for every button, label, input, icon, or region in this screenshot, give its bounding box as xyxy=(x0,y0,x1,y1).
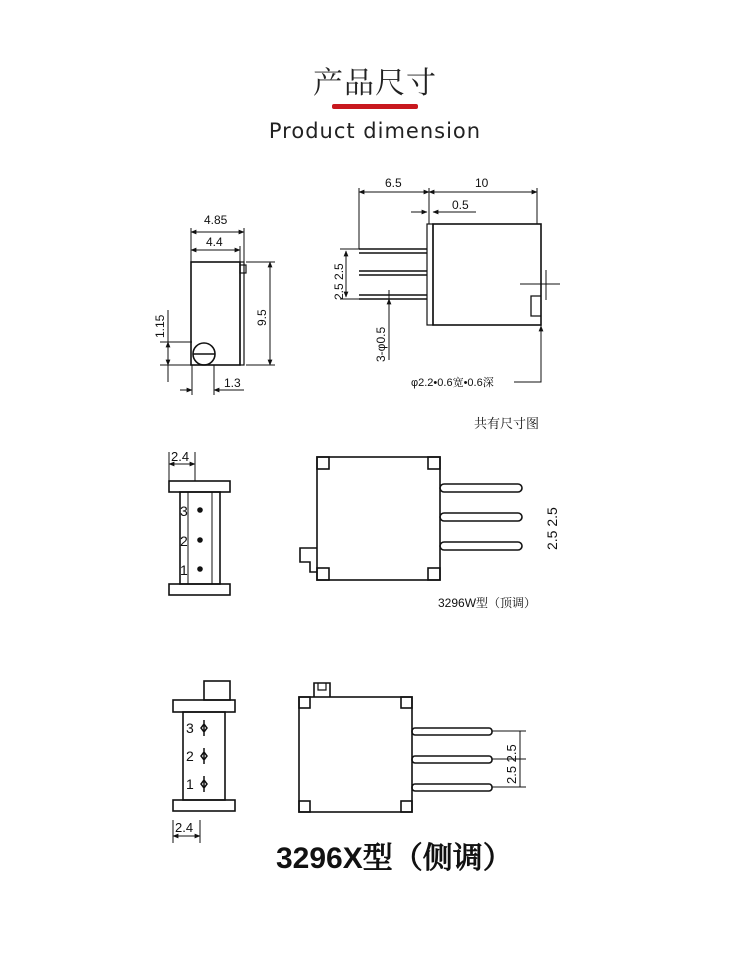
dim-width-outer: 4.85 xyxy=(204,213,228,227)
w-caption: 3296W型（顶调） xyxy=(438,596,537,610)
w-pin-1: 1 xyxy=(180,562,188,578)
x-pin-1: 1 xyxy=(186,776,194,792)
dim-body-length: 10 xyxy=(475,176,489,190)
w-pitch: 2.5 2.5 xyxy=(544,507,560,550)
dim-slot: φ2.2•0.6宽•0.6深 xyxy=(411,377,494,389)
x-pin-3: 3 xyxy=(186,720,194,736)
common-caption: 共有尺寸图 xyxy=(474,416,540,431)
dim-tab: 0.5 xyxy=(452,198,469,212)
x-type-side-view xyxy=(299,683,526,812)
page-title-en: Product dimension xyxy=(268,119,482,143)
page-title-cn: 产品尺寸 xyxy=(313,66,437,101)
x-pin-2: 2 xyxy=(186,748,194,764)
dim-width-inner: 4.4 xyxy=(206,235,223,249)
w-front-dim: 2.4 xyxy=(171,449,190,464)
dim-pin-offset: 6.5 xyxy=(385,176,402,190)
dim-pins: 3-φ0.5 xyxy=(374,326,388,362)
dim-height: 9.5 xyxy=(255,309,269,326)
x-pitch: 2.5 2.5 xyxy=(504,744,519,784)
w-type-front-view xyxy=(169,452,230,595)
x-caption: 3296X型（侧调） xyxy=(276,842,513,875)
w-type-side-view xyxy=(300,457,522,580)
dim-pitch: 2.5 2.5 xyxy=(332,263,346,300)
common-side-view xyxy=(340,188,560,382)
w-pin-2: 2 xyxy=(180,533,188,549)
dim-knob-offset: 1.15 xyxy=(153,314,167,338)
dim-knob-width: 1.3 xyxy=(224,376,241,390)
x-front-dim: 2.4 xyxy=(175,820,194,835)
w-pin-3: 3 xyxy=(180,503,188,519)
